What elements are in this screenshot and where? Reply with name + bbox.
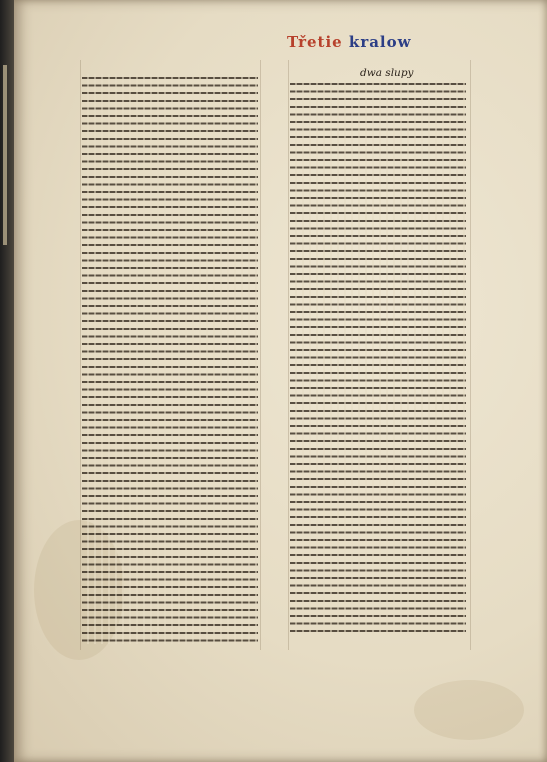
parchment-stain xyxy=(414,680,524,740)
running-title xyxy=(287,33,412,51)
left-column-text xyxy=(0,0,1,1)
running-title-red: Třetie xyxy=(287,33,343,51)
ruling-line xyxy=(80,60,81,650)
ruling-line xyxy=(260,60,261,650)
ruling-line xyxy=(470,60,471,650)
text-column-right xyxy=(290,80,466,636)
column-heading: dwa slupy xyxy=(360,67,414,79)
ruling-line xyxy=(288,60,289,650)
running-title-blue: kralow xyxy=(348,33,412,51)
text-column-left xyxy=(82,74,258,644)
adjacent-page-edge xyxy=(3,65,7,245)
